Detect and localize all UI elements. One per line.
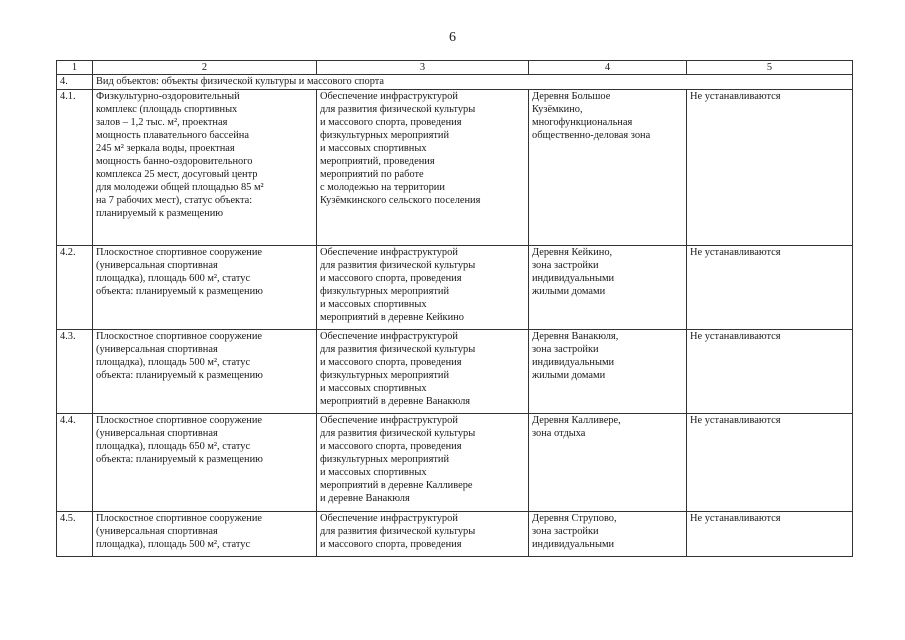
object-location: Деревня Ванакюля, зона застройки индивидуальными жилыми домами bbox=[529, 330, 687, 414]
table-row bbox=[57, 330, 853, 414]
object-purpose: Обеспечение инфраструктурой для развития физической культуры и массового спорта, проведения физкультурных мероприятий и массовых спортивных мероприятий, проведения мероприятий по работе с молодежью на территории Кузёмкинского сельского поселения bbox=[317, 90, 529, 246]
object-description: Плоскостное спортивное сооружение (универсальная спортивная площадка), площадь 500 м², статус bbox=[93, 512, 317, 557]
table-header-row bbox=[57, 61, 853, 75]
object-location: Деревня Кейкино, зона застройки индивидуальными жилыми домами bbox=[529, 246, 687, 330]
row-number: 4.1. bbox=[57, 90, 93, 246]
object-location: Деревня Струпово, зона застройки индивидуальными bbox=[529, 512, 687, 557]
object-location: Деревня Большое Кузёмкино, многофункциональная общественно-деловая зона bbox=[529, 90, 687, 246]
row-number: 4.4. bbox=[57, 414, 93, 512]
column-header: 2 bbox=[93, 61, 317, 75]
column-header: 5 bbox=[687, 61, 853, 75]
object-purpose: Обеспечение инфраструктурой для развития физической культуры и массового спорта, проведения физкультурных мероприятий и массовых спортивных мероприятий в деревне Ванакюля bbox=[317, 330, 529, 414]
object-description: Плоскостное спортивное сооружение (универсальная спортивная площадка), площадь 650 м², статус объекта: планируемый к размещению bbox=[93, 414, 317, 512]
column-header: 3 bbox=[317, 61, 529, 75]
table-row bbox=[57, 414, 853, 512]
column-header: 4 bbox=[529, 61, 687, 75]
column-header: 1 bbox=[57, 61, 93, 75]
object-description: Плоскостное спортивное сооружение (универсальная спортивная площадка), площадь 500 м², статус объекта: планируемый к размещению bbox=[93, 330, 317, 414]
table-row bbox=[57, 90, 853, 246]
row-number: 4.5. bbox=[57, 512, 93, 557]
object-description: Плоскостное спортивное сооружение (универсальная спортивная площадка), площадь 600 м², статус объекта: планируемый к размещению bbox=[93, 246, 317, 330]
object-zones: Не устанавливаются bbox=[687, 512, 853, 557]
section-title: Вид объектов: объекты физической культуры и массового спорта bbox=[93, 75, 853, 90]
object-zones: Не устанавливаются bbox=[687, 330, 853, 414]
section-row bbox=[57, 75, 853, 90]
section-number: 4. bbox=[57, 75, 93, 90]
table-row bbox=[57, 246, 853, 330]
object-purpose: Обеспечение инфраструктурой для развития физической культуры и массового спорта, проведения физкультурных мероприятий и массовых спортивных мероприятий в деревне Калливере и деревне Ванакюля bbox=[317, 414, 529, 512]
table-row bbox=[57, 512, 853, 557]
page-number: 6 bbox=[449, 30, 456, 45]
object-zones: Не устанавливаются bbox=[687, 414, 853, 512]
row-number: 4.3. bbox=[57, 330, 93, 414]
object-purpose: Обеспечение инфраструктурой для развития физической культуры и массового спорта, проведения физкультурных мероприятий и массовых спортивных мероприятий в деревне Кейкино bbox=[317, 246, 529, 330]
object-purpose: Обеспечение инфраструктурой для развития физической культуры и массового спорта, проведения bbox=[317, 512, 529, 557]
row-number: 4.2. bbox=[57, 246, 93, 330]
object-description: Физкультурно-оздоровительный комплекс (площадь спортивных залов – 1,2 тыс. м², проектная мощность плавательного бассейна 245 м² зеркала воды, проектная мощность банно-оздоровительного комплекса 25 мест, досуговый центр для молодежи общей площадью 85 м² на 7 рабочих мест), статус объекта: планируемый к размещению bbox=[93, 90, 317, 246]
object-zones: Не устанавливаются bbox=[687, 90, 853, 246]
object-location: Деревня Калливере, зона отдыха bbox=[529, 414, 687, 512]
objects-table bbox=[56, 60, 853, 557]
object-zones: Не устанавливаются bbox=[687, 246, 853, 330]
